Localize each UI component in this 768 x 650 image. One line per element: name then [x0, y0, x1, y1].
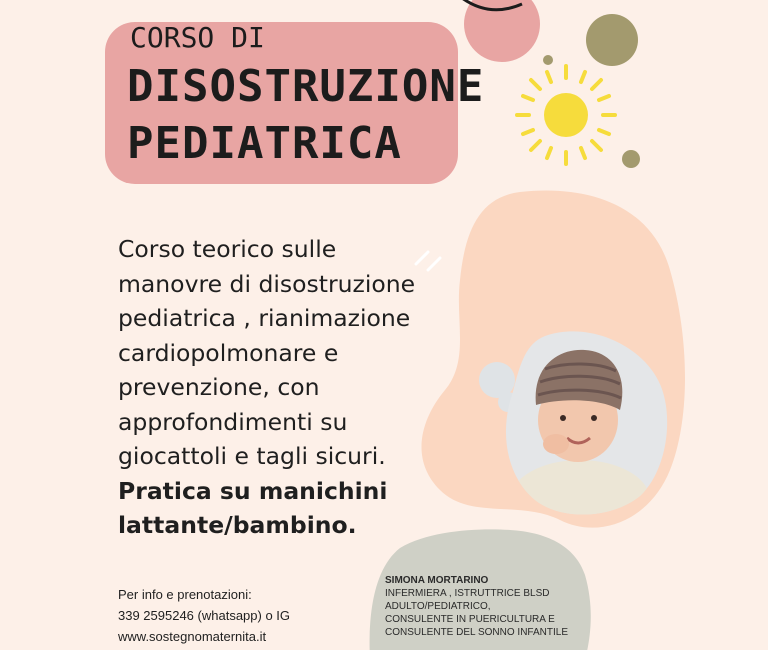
instructor-role: CONSULENTE IN PUERICULTURA E	[385, 614, 555, 625]
instructor-role: INFERMIERA , ISTRUTTRICE BLSD	[385, 588, 550, 599]
description-line: giocattoli e tagli sicuri.	[118, 442, 386, 470]
instructor-role: CONSULENTE DEL SONNO INFANTILE	[385, 627, 568, 638]
description-line: cardiopolmonare e	[118, 338, 339, 367]
title-prefix: CORSO DI	[130, 21, 265, 54]
contact-heading: Per info e prenotazioni:	[118, 587, 252, 602]
contact-phone: 339 2595246 (whatsapp) o IG	[118, 608, 291, 623]
description-line: Corso teorico sulle	[118, 235, 337, 263]
course-description	[118, 232, 468, 543]
instructor-info	[385, 574, 605, 639]
practice-line: Pratica su manichini	[118, 476, 388, 505]
instructor-name: SIMONA MORTARINO	[385, 575, 489, 586]
contact-info	[118, 584, 358, 647]
description-line: manovre di disostruzione	[118, 269, 416, 298]
olive-circle-large	[586, 14, 638, 66]
description-line: approfondimenti su	[118, 407, 348, 436]
instructor-role: ADULTO/PEDIATRICO,	[385, 601, 491, 612]
practice-line: lattante/bambino.	[118, 511, 357, 539]
title-line-2: PEDIATRICA	[127, 118, 402, 169]
contact-website: www.sostegnomaternita.it	[118, 629, 267, 644]
olive-dot	[543, 55, 553, 65]
description-line: pediatrica , rianimazione	[118, 304, 411, 332]
olive-circle-small	[622, 150, 640, 168]
description-line: prevenzione, con	[118, 373, 320, 401]
title-line-1: DISOSTRUZIONE	[127, 61, 485, 112]
sun-icon	[517, 66, 615, 164]
